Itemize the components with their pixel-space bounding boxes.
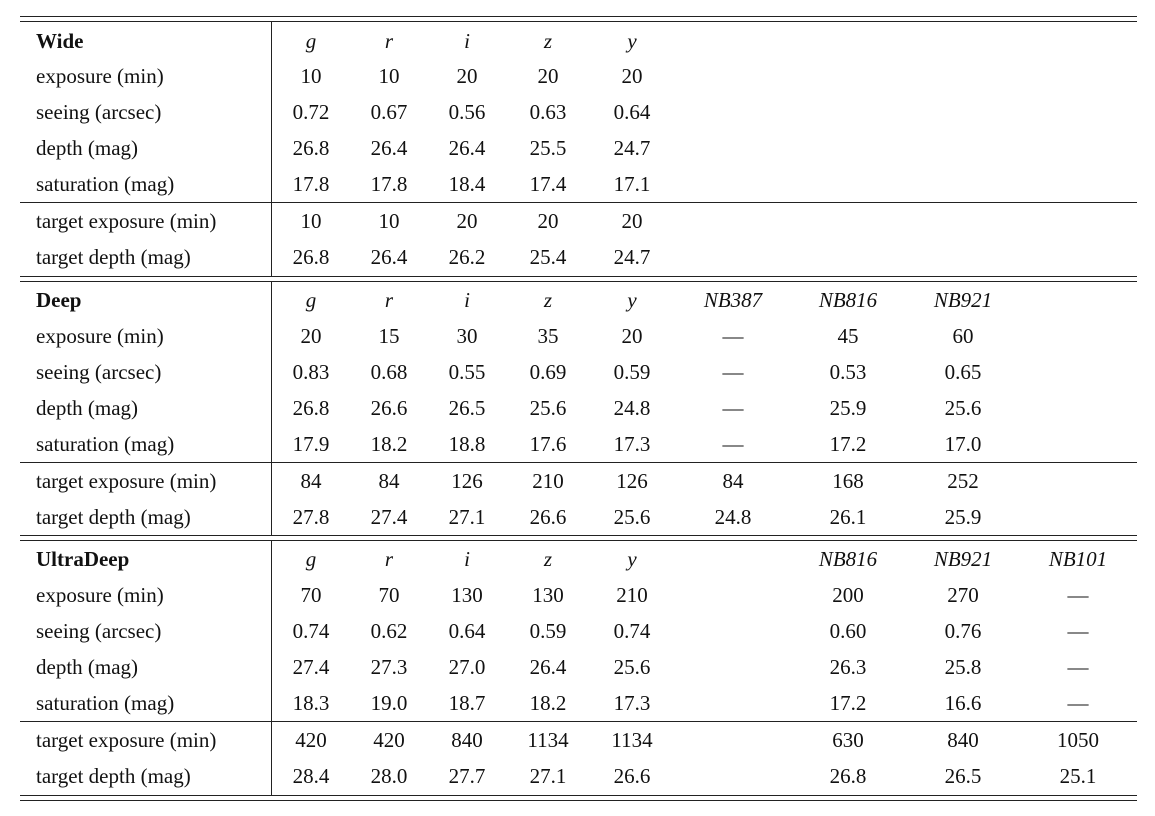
table-cell: 0.67	[370, 100, 408, 124]
table-cell: 27.8	[292, 505, 330, 529]
table-cell: 0.55	[448, 360, 486, 384]
table-row	[0, 426, 1155, 462]
table-cell: 10	[378, 209, 400, 233]
table-cell: 24.8	[714, 505, 752, 529]
table-rule-bottom	[20, 800, 1137, 801]
table-cell: 17.0	[944, 432, 982, 456]
table-cell: 0.56	[448, 100, 486, 124]
section-title: UltraDeep	[36, 547, 130, 571]
table-cell: 18.4	[448, 172, 486, 196]
table-cell: 26.5	[448, 396, 486, 420]
table-cell: 0.64	[613, 100, 651, 124]
table-cell: 1134	[611, 728, 653, 752]
table-cell: 17.2	[829, 432, 867, 456]
table-cell: 17.9	[292, 432, 330, 456]
table-cell: 27.7	[448, 764, 486, 788]
table-cell: 35	[537, 324, 559, 348]
table-cell: 17.1	[613, 172, 651, 196]
band-header: NB921	[933, 547, 993, 571]
table-row	[0, 130, 1155, 166]
table-cell: 17.6	[529, 432, 567, 456]
target-row	[0, 758, 1155, 794]
table-row	[0, 649, 1155, 685]
band-header: NB921	[933, 288, 993, 312]
table-row	[0, 354, 1155, 390]
table-cell: 26.4	[370, 136, 408, 160]
table-cell: 10	[378, 64, 400, 88]
table-cell: 840	[947, 728, 979, 752]
table-cell: 0.60	[829, 619, 867, 643]
table-cell: 26.8	[292, 245, 330, 269]
table-cell: 25.8	[944, 655, 982, 679]
table-cell: 30	[456, 324, 478, 348]
table-cell: 27.3	[370, 655, 408, 679]
table-cell: 25.1	[1059, 764, 1097, 788]
section-rule	[20, 721, 1137, 722]
table-cell: 26.8	[829, 764, 867, 788]
row-label: saturation (mag)	[36, 172, 175, 196]
table-cell: 130	[451, 583, 483, 607]
table-row	[0, 318, 1155, 354]
row-label: depth (mag)	[36, 396, 139, 420]
band-header: NB816	[818, 547, 878, 571]
table-cell: 17.8	[292, 172, 330, 196]
table-cell: 210	[532, 469, 564, 493]
table-cell: 25.6	[944, 396, 982, 420]
table-cell: 840	[451, 728, 483, 752]
table-cell: 0.74	[613, 619, 651, 643]
column-divider	[271, 541, 272, 795]
table-cell: 19.0	[370, 691, 408, 715]
target-row	[0, 203, 1155, 239]
row-label: target depth (mag)	[36, 245, 191, 269]
table-cell: 17.4	[529, 172, 567, 196]
table-cell: —	[1067, 691, 1089, 715]
table-rule-top	[20, 21, 1137, 22]
table-cell: 17.3	[613, 432, 651, 456]
table-cell: 26.5	[944, 764, 982, 788]
table-cell: 168	[832, 469, 864, 493]
table-cell: 27.1	[448, 505, 486, 529]
section-header-row	[0, 282, 1155, 318]
table-cell: 27.0	[448, 655, 486, 679]
table-cell: 24.8	[613, 396, 651, 420]
table-cell: 10	[300, 64, 322, 88]
table-cell: —	[722, 360, 744, 384]
table-cell: 20	[300, 324, 322, 348]
table-cell: 26.4	[448, 136, 486, 160]
table-cell: 20	[456, 64, 478, 88]
table-cell: 28.0	[370, 764, 408, 788]
table-cell: 25.9	[944, 505, 982, 529]
table-cell: 25.6	[613, 505, 651, 529]
table-cell: 27.4	[370, 505, 408, 529]
table-cell: 25.9	[829, 396, 867, 420]
band-header: r	[384, 29, 394, 53]
table-cell: 0.74	[292, 619, 330, 643]
table-cell: 420	[373, 728, 405, 752]
row-label: target exposure (min)	[36, 728, 217, 752]
table-cell: 126	[451, 469, 483, 493]
table-row	[0, 577, 1155, 613]
target-row	[0, 239, 1155, 275]
table-cell: 26.6	[370, 396, 408, 420]
table-rule-bottom	[20, 795, 1137, 796]
table-cell: 16.6	[944, 691, 982, 715]
target-row	[0, 499, 1155, 535]
table-cell: 18.7	[448, 691, 486, 715]
band-header: z	[543, 547, 553, 571]
row-label: target depth (mag)	[36, 505, 191, 529]
table-cell: 200	[832, 583, 864, 607]
table-cell: 0.64	[448, 619, 486, 643]
table-cell: 18.2	[370, 432, 408, 456]
table-cell: 18.3	[292, 691, 330, 715]
table-row	[0, 390, 1155, 426]
row-label: exposure (min)	[36, 583, 164, 607]
table-cell: 27.1	[529, 764, 567, 788]
band-header: r	[384, 547, 394, 571]
table-cell: 20	[621, 209, 643, 233]
row-label: seeing (arcsec)	[36, 619, 162, 643]
table-cell: 26.6	[529, 505, 567, 529]
table-cell: 26.4	[529, 655, 567, 679]
table-cell: —	[722, 396, 744, 420]
table-cell: 26.8	[292, 136, 330, 160]
table-cell: 26.1	[829, 505, 867, 529]
row-label: seeing (arcsec)	[36, 360, 162, 384]
table-row	[0, 58, 1155, 94]
band-header: i	[464, 29, 470, 53]
table-cell: 26.6	[613, 764, 651, 788]
band-header: i	[464, 547, 470, 571]
band-header: g	[305, 288, 317, 312]
band-header: g	[305, 29, 317, 53]
table-rule-top	[20, 16, 1137, 17]
section-title: Wide	[36, 29, 84, 53]
band-header: y	[627, 288, 637, 312]
column-divider	[271, 22, 272, 276]
row-label: target depth (mag)	[36, 764, 191, 788]
table-cell: 0.59	[613, 360, 651, 384]
band-header: NB387	[703, 288, 763, 312]
row-label: saturation (mag)	[36, 432, 175, 456]
table-cell: 252	[947, 469, 979, 493]
table-cell: 20	[621, 64, 643, 88]
section-double-rule	[20, 281, 1137, 282]
table-cell: 24.7	[613, 245, 651, 269]
row-label: depth (mag)	[36, 136, 139, 160]
table-cell: 18.8	[448, 432, 486, 456]
table-row	[0, 94, 1155, 130]
band-header: z	[543, 29, 553, 53]
table-cell: —	[722, 324, 744, 348]
table-cell: 18.2	[529, 691, 567, 715]
table-cell: 0.59	[529, 619, 567, 643]
table-cell: 25.6	[529, 396, 567, 420]
band-header: g	[305, 547, 317, 571]
row-label: target exposure (min)	[36, 209, 217, 233]
target-row	[0, 463, 1155, 499]
table-cell: 84	[722, 469, 744, 493]
table-cell: 130	[532, 583, 564, 607]
table-cell: 45	[837, 324, 859, 348]
section-double-rule	[20, 276, 1137, 277]
table-cell: 20	[456, 209, 478, 233]
table-row	[0, 685, 1155, 721]
row-label: seeing (arcsec)	[36, 100, 162, 124]
band-header: y	[627, 547, 637, 571]
table-row	[0, 166, 1155, 202]
section-double-rule	[20, 535, 1137, 536]
table-cell: 60	[952, 324, 974, 348]
table-cell: 70	[378, 583, 400, 607]
table-cell: 0.65	[944, 360, 982, 384]
row-label: saturation (mag)	[36, 691, 175, 715]
table-cell: 270	[947, 583, 979, 607]
table-cell: 26.2	[448, 245, 486, 269]
table-cell: 15	[378, 324, 400, 348]
table-cell: 0.69	[529, 360, 567, 384]
table-cell: 0.83	[292, 360, 330, 384]
table-cell: —	[1067, 619, 1089, 643]
table-cell: 126	[616, 469, 648, 493]
table-cell: 630	[832, 728, 864, 752]
table-cell: 17.2	[829, 691, 867, 715]
table-cell: 0.62	[370, 619, 408, 643]
table-cell: 27.4	[292, 655, 330, 679]
table-cell: 25.4	[529, 245, 567, 269]
table-cell: —	[1067, 583, 1089, 607]
table-row	[0, 613, 1155, 649]
section-rule	[20, 202, 1137, 203]
section-header-row	[0, 23, 1155, 59]
table-cell: 420	[295, 728, 327, 752]
row-label: exposure (min)	[36, 64, 164, 88]
table-cell: 210	[616, 583, 648, 607]
section-header-row	[0, 541, 1155, 577]
table-cell: 26.3	[829, 655, 867, 679]
row-label: target exposure (min)	[36, 469, 217, 493]
table-cell: 26.4	[370, 245, 408, 269]
table-cell: 1134	[527, 728, 569, 752]
column-divider	[271, 282, 272, 535]
table-cell: 20	[621, 324, 643, 348]
table-cell: 70	[300, 583, 322, 607]
table-cell: 0.53	[829, 360, 867, 384]
band-header: y	[627, 29, 637, 53]
table-cell: 0.76	[944, 619, 982, 643]
table-cell: 10	[300, 209, 322, 233]
section-title: Deep	[36, 288, 82, 312]
table-cell: 25.5	[529, 136, 567, 160]
table-cell: 84	[378, 469, 400, 493]
target-row	[0, 722, 1155, 758]
table-cell: 0.68	[370, 360, 408, 384]
band-header: NB101	[1048, 547, 1108, 571]
band-header: i	[464, 288, 470, 312]
table-cell: 1050	[1057, 728, 1099, 752]
table-cell: 84	[300, 469, 322, 493]
table-cell: 28.4	[292, 764, 330, 788]
band-header: r	[384, 288, 394, 312]
table-cell: 17.3	[613, 691, 651, 715]
section-double-rule	[20, 540, 1137, 541]
section-rule	[20, 462, 1137, 463]
table-cell: 20	[537, 64, 559, 88]
table-cell: 20	[537, 209, 559, 233]
table-cell: 17.8	[370, 172, 408, 196]
row-label: depth (mag)	[36, 655, 139, 679]
table-cell: 25.6	[613, 655, 651, 679]
table-cell: —	[722, 432, 744, 456]
table-cell: —	[1067, 655, 1089, 679]
table-cell: 0.72	[292, 100, 330, 124]
band-header: z	[543, 288, 553, 312]
table-cell: 26.8	[292, 396, 330, 420]
band-header: NB816	[818, 288, 878, 312]
table-cell: 24.7	[613, 136, 651, 160]
row-label: exposure (min)	[36, 324, 164, 348]
table-cell: 0.63	[529, 100, 567, 124]
